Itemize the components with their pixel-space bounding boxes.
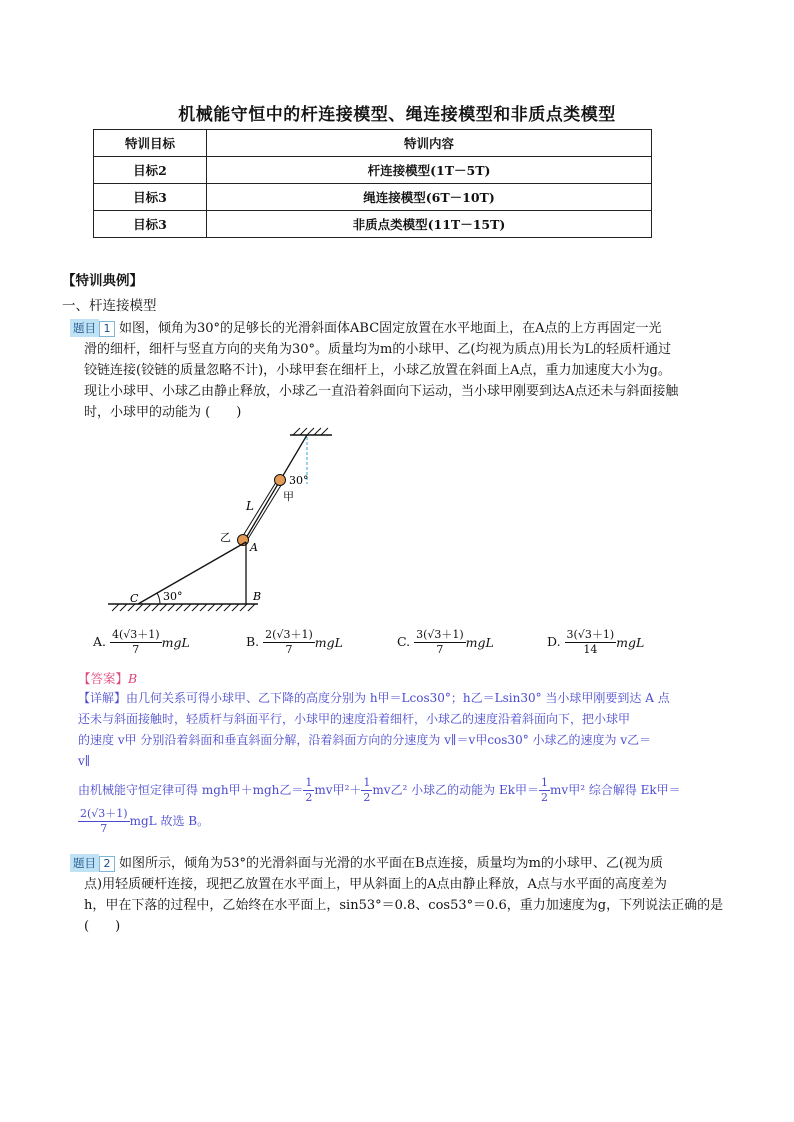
table-row	[94, 211, 652, 238]
angle-label-bottom: 30°	[163, 590, 183, 603]
option-fraction	[414, 628, 466, 657]
option-d	[547, 628, 644, 657]
label-C: C	[130, 592, 139, 605]
detail-text: 的速度 v甲 分别沿着斜面和垂直斜面分解，沿着斜面方向的分速度为 v∥＝v甲cos30° 小球乙的速度为 v乙＝	[78, 733, 652, 747]
table-cell: 目标2	[94, 157, 207, 184]
table-header-row	[94, 130, 652, 157]
option-letter: B.	[246, 634, 260, 649]
label-B: B	[253, 590, 262, 603]
label-L: L	[246, 499, 254, 513]
detail-text: mgL 故选 B。	[129, 814, 210, 828]
question-text: 铰链连接(铰链的质量忽略不计)，小球甲套在细杆上，小球乙放置在斜面上A点，重力加速度大小为g。	[84, 363, 671, 378]
ceiling-hatch	[293, 428, 328, 435]
table-cell: 目标3	[94, 184, 207, 211]
option-unit: mgL	[616, 635, 645, 650]
question-tag: 题目	[70, 319, 99, 337]
table-row	[94, 157, 652, 184]
label-A: A	[250, 541, 258, 554]
option-fraction	[110, 628, 162, 657]
detail-text: 由几何关系可得小球甲、乙下降的高度分别为 h甲＝Lcos30°；h乙＝Lsin30° 当小球甲刚要到达 A 点	[126, 691, 670, 705]
fraction-denominator: 7	[132, 643, 140, 656]
ground-hatch	[112, 604, 255, 611]
ball-jia	[275, 475, 286, 486]
page-title: 机械能守恒中的杆连接模型、绳连接模型和非质点类模型	[178, 105, 616, 125]
option-letter: C.	[397, 634, 411, 649]
answer	[78, 669, 137, 687]
angle-label-top: 30°	[289, 474, 309, 487]
option-b	[246, 628, 343, 657]
half-fraction: $\frac{1}{2}$	[541, 776, 549, 804]
detail-text: mv甲²＋	[314, 783, 362, 797]
question-1	[70, 318, 730, 423]
label-yi: 乙	[220, 531, 231, 544]
answer-value: B	[128, 671, 138, 686]
option-fraction	[565, 628, 617, 657]
question-text: 如图所示，倾角为53°的光滑斜面与光滑的水平面在B点连接，质量均为m的小球甲、乙(视为质	[119, 856, 663, 871]
solution-detail	[78, 688, 728, 836]
option-letter: A.	[93, 634, 107, 649]
table-cell: 非质点类模型(11T－15T)	[207, 211, 652, 238]
detail-text: v∥	[78, 754, 91, 768]
fraction-numerator: 4(√3＋1)	[112, 628, 160, 641]
half-fraction: $\frac{1}{2}$	[363, 776, 371, 804]
incline-figure	[100, 420, 360, 620]
option-fraction	[263, 628, 315, 657]
angle-arc	[157, 593, 160, 604]
option-unit: mgL	[314, 635, 343, 650]
option-letter: D.	[547, 634, 561, 649]
table-cell: 杆连接模型(1T－5T)	[207, 157, 652, 184]
fraction-denominator: 7	[436, 643, 444, 656]
table-header-cell: 特训内容	[207, 130, 652, 157]
question-text: 点)用轻质硬杆连接，现把乙放置在水平面上，甲从斜面上的A点由静止释放，A点与水平面的高度差为	[84, 877, 667, 892]
fraction-numerator: 2(√3＋1)	[265, 628, 313, 641]
detail-label: 【详解】	[78, 691, 127, 705]
question-text: 如图，倾角为30°的足够长的光滑斜面体ABC固定放置在水平地面上，在A点的上方再固定一光	[119, 321, 662, 336]
question-number: 1	[99, 321, 115, 337]
half-fraction: $\frac{1}{2}$	[305, 776, 313, 804]
table-row	[94, 184, 652, 211]
question-2	[70, 853, 730, 937]
question-number: 2	[99, 856, 115, 872]
question-text: 时，小球甲的动能为 ( )	[84, 405, 242, 420]
answer-label: 【答案】	[78, 671, 129, 686]
question-text: 滑的细杆，细杆与竖直方向的夹角为30°。质量均为m的小球甲、乙(均视为质点)用长为L的轻质杆通过	[84, 342, 672, 357]
option-unit: mgL	[465, 635, 494, 650]
fraction-numerator: 3(√3＋1)	[416, 628, 464, 641]
fraction-numerator: 3(√3＋1)	[566, 628, 615, 641]
question-text: ( )	[84, 919, 121, 934]
table-cell: 绳连接模型(6T－10T)	[207, 184, 652, 211]
table-header-cell: 特训目标	[94, 130, 207, 157]
question-text: 现让小球甲、小球乙由静止释放，小球乙一直沿着斜面向下运动，当小球甲刚要到达A点还未与斜面接触	[84, 384, 679, 399]
fraction-denominator: 7	[285, 643, 293, 656]
question-tag: 题目	[70, 854, 99, 872]
fraction-denominator: 14	[583, 643, 598, 656]
detail-text: 由机械能守恒定律可得 mgh甲＋mgh乙＝	[78, 783, 304, 797]
option-unit: mgL	[161, 635, 190, 650]
result-fraction: $\frac{2(√3+1)}{7}$	[80, 807, 128, 835]
detail-text: mv乙² 小球乙的动能为 Ek甲＝	[372, 783, 540, 797]
incline-surface	[138, 542, 246, 604]
option-c	[397, 628, 494, 657]
training-plan-table	[93, 129, 652, 238]
label-jia: 甲	[283, 490, 294, 503]
table-cell: 目标3	[94, 211, 207, 238]
option-a	[93, 628, 190, 657]
detail-text: mv甲² 综合解得 Ek甲＝	[550, 783, 681, 797]
question-text: h，甲在下落的过程中，乙始终在水平面上，sin53°＝0.8、cos53°＝0.6，重力加速度为g，下列说法正确的是	[84, 898, 724, 913]
section-header: 【特训典例】	[62, 273, 143, 289]
section-title: 一、杆连接模型	[62, 298, 157, 314]
detail-text: 还未与斜面接触时，轻质杆与斜面平行，小球甲的速度沿着细杆，小球乙的速度沿着斜面向下，把小球甲	[78, 712, 631, 726]
